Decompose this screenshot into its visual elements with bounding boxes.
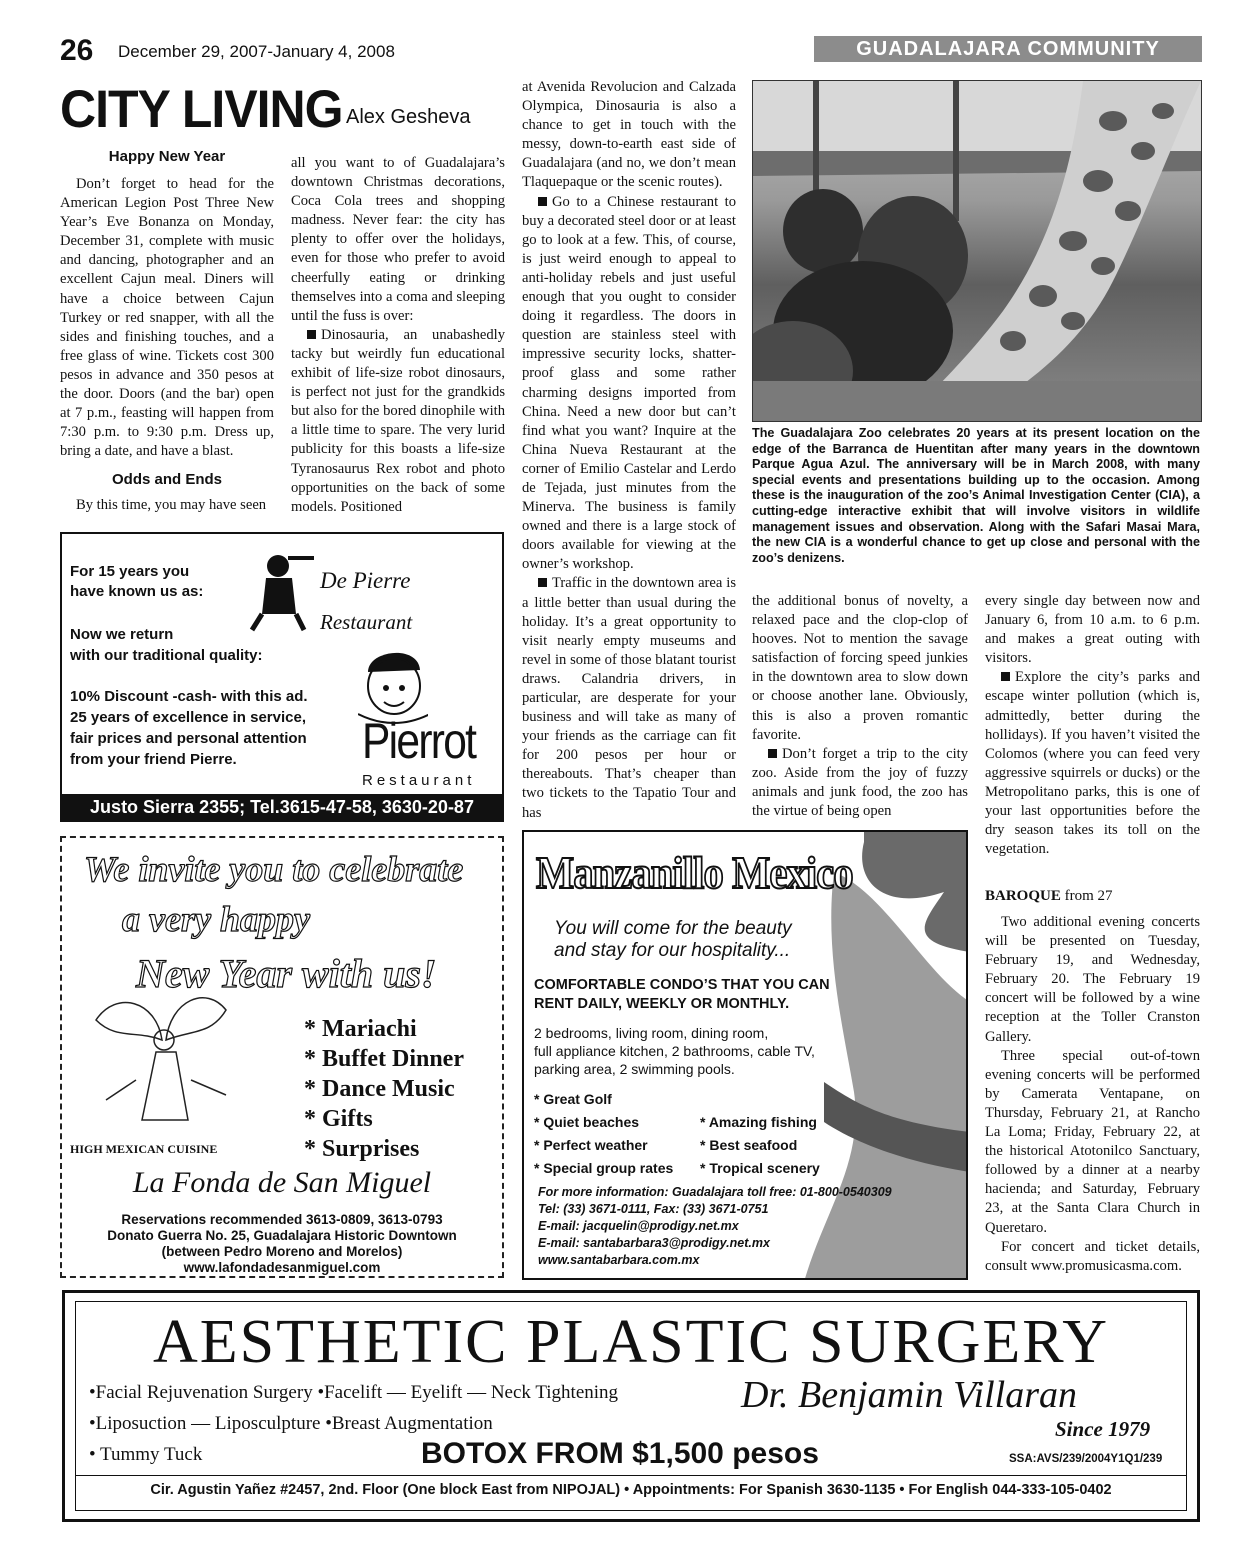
ad-la-fonda xyxy=(60,836,504,1278)
ad-pierre-restaurant xyxy=(60,532,504,822)
de-pierre-logo: De Pierre xyxy=(320,568,411,593)
column-2 xyxy=(291,154,505,517)
baroque-continuation xyxy=(985,888,1200,1276)
ad-offer: 10% Discount -cash- with this ad. 25 years of excellence in service, fair prices and personal attention from your friend Pierre. xyxy=(70,688,308,768)
bullet-square-icon xyxy=(1001,672,1010,681)
fonda-info: Reservations recommended 3613-0809, 3613-0793 Donato Guerra No. 25, Guadalajara Historic Downtown (between Pedro Moreno and Morelos) www.lafondadesanmiguel.com xyxy=(107,1212,457,1275)
paragraph-zoo: Don’t forget a trip to the city zoo. Aside from the joy of fuzzy animals and junk food, the zoo has the virtue of being open xyxy=(752,745,968,820)
bullet-square-icon xyxy=(768,749,777,758)
surgery-services: •Facial Rejuvenation Surgery •Facelift — Eyelift — Neck Tightening •Liposuction — Liposculpture •Breast Augmentation • Tummy Tuck xyxy=(89,1382,619,1465)
article-author: Alex Gesheva xyxy=(346,106,471,128)
ad-plastic-surgery xyxy=(62,1290,1200,1522)
manzanillo-features: * Great Golf * Quiet beaches * Amazing fishing * Perfect weather * Best seafood * Special group rates * Tropical scenery xyxy=(534,1091,820,1176)
fonda-item: * Mariachi xyxy=(304,1016,417,1042)
paragraph-parks: Explore the city’s parks and escape winter pollution (which is, admittedly, better during the hollidays). If you haven’t visited the Colomos (where you can feed very aggressive squirrels or ducks) or the Metropolitano parks, this is one of your last opportunities before the dry season takes its toll on the vegetation. xyxy=(985,669,1200,858)
waiter-mascot-icon xyxy=(248,544,318,634)
paragraph: every single day between now and January 6, from 10 a.m. to 6 p.m. and makes a great outing with visitors. xyxy=(985,593,1200,667)
fonda-script-3: New Year with us! xyxy=(136,951,437,996)
giraffe-photo-icon xyxy=(753,81,1201,421)
paragraph: Don’t forget to head for the American Legion Post Three New Year’s Eve Bonanza on Monday, December 31, complete with music and dancing, photographer and an excellent Cajun meal. Diners will have a choice between Cajun Turkey or red snapper, with all the sides and finishing touches, and a free glass of wine. Tickets cost 300 pesos in advance and 350 pesos at the door. Doors (and the bar) open at 7 p.m., feasting will happen from 7:30 p.m. to 9:30 p.m. Dress up, bring a date, and have a blast. xyxy=(60,176,274,460)
fonda-item: * Buffet Dinner xyxy=(304,1046,464,1072)
surgery-title: AESTHETIC PLASTIC SURGERY xyxy=(153,1308,1109,1376)
page-number: 26 xyxy=(60,34,94,67)
ad-intro: For 15 years you have known us as: xyxy=(70,563,204,600)
paragraph: For concert and ticket details, consult www.promusicasma.com. xyxy=(985,1238,1200,1274)
fonda-script-1: We invite you to celebrate xyxy=(84,849,464,889)
column-1 xyxy=(60,148,274,516)
heading-odds-and-ends: Odds and Ends xyxy=(111,471,222,489)
pierrot-logo: Pierrot xyxy=(362,713,476,769)
paragraph: Three special out-of-town evening concerts will be performed by Camerata Ventapane, on Thursday, February 21, at Rancho La Loma; Friday, February 22, at the historical Atotonilco Sanctuary, followed by a dinner at a nearby hacienda; and Saturday, February 23, at the Santa Clara Church in Queretaro. xyxy=(985,1047,1200,1236)
fonda-items xyxy=(304,1014,464,1164)
paragraph: the additional bonus of novelty, a relaxed pace and the clop-clop of hooves. Not to mention the savage satisfaction of forcing speed junkies in the downtown area to slow down or choose another lane. Obviously, this is also a proven romantic favorite. xyxy=(752,593,968,743)
manzanillo-title: Manzanillo Mexico xyxy=(536,847,853,898)
paragraph: at Avenida Revolucion and Calzada Olympica, Dinosauria is also a chance to get in touch with the messy, down-to-earth east side of Guadalajara (and no, we don’t mean Tlaquepaque or the scenic routes). xyxy=(522,79,736,191)
fonda-item: * Dance Music xyxy=(304,1076,455,1102)
ad-manzanillo xyxy=(522,830,968,1280)
surgery-since: Since 1979 xyxy=(1055,1417,1151,1441)
bullet-square-icon xyxy=(307,330,316,339)
manzanillo-cta: COMFORTABLE CONDO’S THAT YOU CAN RENT DAILY, WEEKLY OR MONTHLY. xyxy=(534,977,830,1012)
bullet-square-icon xyxy=(538,197,547,206)
fonda-item: * Surprises xyxy=(304,1136,420,1162)
paragraph-chinese-doors: Go to a Chinese restaurant to buy a decorated steel door or at least go to look at a few. This, of course, is just weird enough to appeal to anti-holiday rebels and just useful enough that you ought to consider doing it regardless. The doors in question are stainless steel with impressive security locks, shatter-proof glass and some rather charming designs imported from China. Need a new door but can’t find what you want? Inquire at the China Nueva Restaurant at the corner of Emilio Castelar and Lerdo de Tejada, just minutes from the Minerva. The business is family owned and there is a large stock of doors available for viewing at the owner’s workshop. xyxy=(522,193,736,573)
bullet-square-icon xyxy=(538,578,547,587)
angel-illustration-icon xyxy=(76,980,246,1140)
section-banner: GUADALAJARA COMMUNITY xyxy=(814,36,1202,62)
manzanillo-desc: 2 bedrooms, living room, dining room, full appliance kitchen, 2 bathrooms, cable TV, parking area, 2 swimming pools. xyxy=(534,1025,815,1077)
baroque-heading: BAROQUE from 27 xyxy=(985,888,1113,904)
paragraph: all you want to of Guadalajara’s downtown Christmas decorations, Coca Cola trees and shopping madness. Never fear: the city has plenty to offer over the holidays, even for those who prefer to avoid cheerfully eating or drinking themselves into a coma and sleeping until the fuss is over: xyxy=(291,155,505,324)
paragraph-dinosauria: Dinosauria, an unabashedly tacky but weirdly fun educational exhibit of life-size robot dinosaurs, is perfect not just for the grandkids but also for the bored dinophile with a little time to spare. The very lurid publicity for this boasts a life-size Tyranosaurus Rex robot and photo opportunities on the back of some models. Positioned xyxy=(291,326,505,515)
paragraph: By this time, you may have seen xyxy=(76,497,267,514)
surgery-registration: SSA:AVS/239/2004Y1Q1/239 xyxy=(1009,1453,1163,1465)
de-pierre-logo-sub: Restaurant xyxy=(320,610,413,634)
pierrot-logo-sub: Restaurant xyxy=(362,772,476,789)
manzanillo-slogan: You will come for the beauty and stay for our hospitality... xyxy=(554,918,792,961)
article-title: CITY LIVING xyxy=(60,79,343,139)
issue-date: December 29, 2007-January 4, 2008 xyxy=(118,42,395,61)
column-4 xyxy=(752,592,968,821)
fonda-name: La Fonda de San Miguel xyxy=(132,1166,432,1199)
surgery-botox: BOTOX FROM $1,500 pesos xyxy=(421,1437,819,1470)
column-3 xyxy=(522,78,736,823)
paragraph: Two additional evening concerts will be presented on Tuesday, February 19, and Wednesday, February 20. The February 19 concert will be followed by a wine reception at the Toller Cranston Gallery. xyxy=(985,914,1200,1045)
photo-caption: The Guadalajara Zoo celebrates 20 years at its present location on the edge of the Barranca de Huentitan after many years in the downtown Parque Agua Azul. The anniversary will be in March 2008, with many special events and presentations building up to the occasion. Among these is the inauguration of the zoo’s Animal Investigation Center (CIA), a cutting-edge interactive exhibit that will involve visitors in wildlife management issues and observation. Along with the Safari Masai Mara, the new CIA is a wonderful chance to get up close and personal with the zoo’s denizens. xyxy=(752,426,1200,565)
fonda-item: * Gifts xyxy=(304,1106,373,1132)
fonda-tag: HIGH MEXICAN CUISINE xyxy=(70,1142,218,1156)
surgery-doctor: Dr. Benjamin Villaran xyxy=(741,1374,1078,1416)
surgery-address: Cir. Agustin Yañez #2457, 2nd. Floor (One block East from NIPOJAL) • Appointments: For Spanish 3630-1135 • For English 044-333-105-0402 xyxy=(150,1482,1112,1498)
zoo-photo xyxy=(752,80,1202,422)
paragraph-traffic: Traffic in the downtown area is a little better than usual during the holiday. It’s a great opportunity to visit nearly empty museums and revel in some of those blatant tourist draws. Calandria drivers, in particular, are desperate for your business and will take as many of your friends as the carriage can fit for 200 pesos per hour or thereabouts. That’s cheaper than two tickets to the Tapatio Tour and has xyxy=(522,575,736,821)
ad-return: Now we return with our traditional quality: xyxy=(70,626,263,664)
heading-happy-new-year: Happy New Year xyxy=(108,148,226,165)
manzanillo-contact: For more information: Guadalajara toll free: 01-800-0540309 Tel: (33) 3671-0111, Fax: (33) 3671-0751 E-mail: jacquelin@prodigy.net.mx E-mail: santabarbara3@prodigy.net.mx www.santabarbara.com.mx xyxy=(538,1185,892,1267)
fonda-script-2: a very happy xyxy=(122,899,310,939)
column-5 xyxy=(985,592,1200,859)
ad-address-bar: Justo Sierra 2355; Tel.3615-47-58, 3630-20-87 xyxy=(62,794,502,820)
